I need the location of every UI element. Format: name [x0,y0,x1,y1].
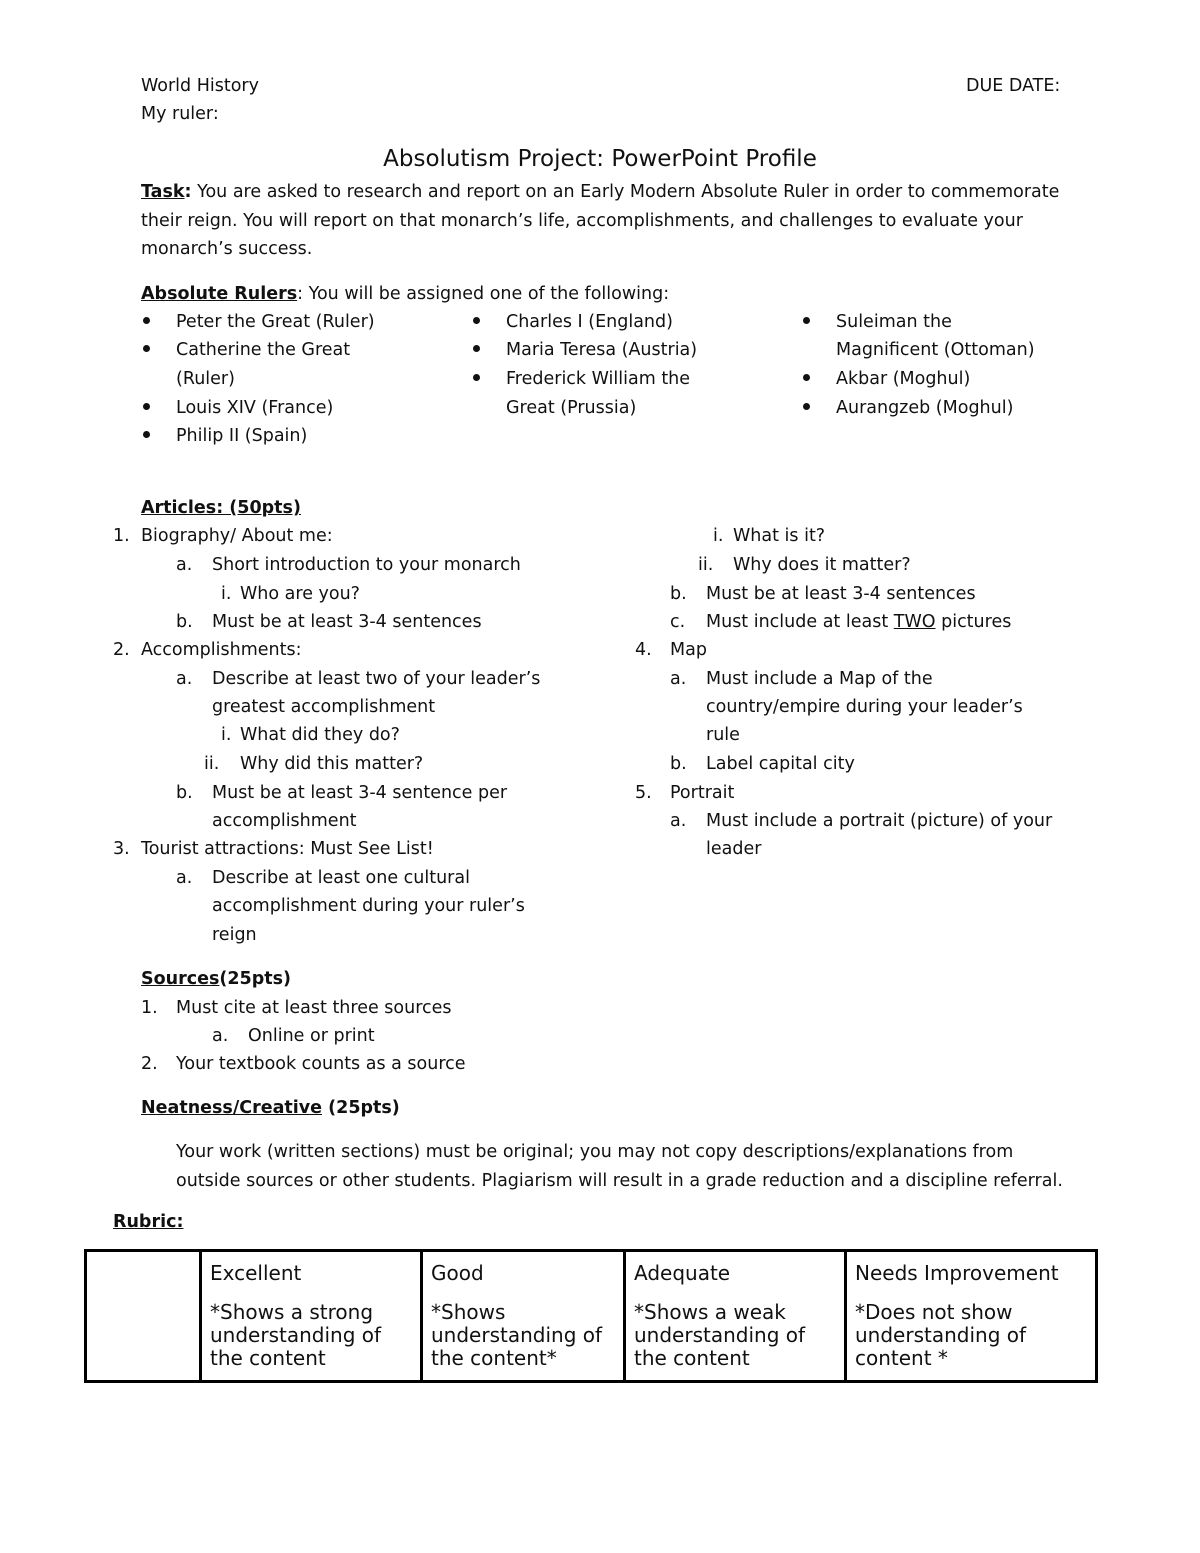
rubric-cell-needs-improvement [846,1251,1097,1382]
bullet-icon [143,317,150,324]
task-paragraph [141,178,1076,264]
ruler-label: My ruler: [141,104,219,124]
ruler-item-continued: Magnificent (Ottoman) [836,340,1035,360]
list-item: Describe at least two of your leader’s [212,669,541,689]
rubric-cell-good [422,1251,625,1382]
due-date-label: DUE DATE: [966,76,1061,96]
list-number: 1. [141,998,158,1018]
list-number: 2. [113,640,130,660]
ruler-item: Aurangzeb (Moghul) [836,398,1014,418]
list-item: Must include a Map of the [706,669,933,689]
neatness-points: (25pts) [322,1098,400,1118]
rubric-desc: *Does not show understanding of content * [855,1300,1027,1370]
sources-points: (25pts) [219,969,292,989]
list-item-text: Must include at least [706,612,894,632]
list-item: Biography/ About me: [141,526,333,546]
list-item: What did they do? [240,725,400,745]
rubric-cell-excellent [201,1251,422,1382]
ruler-item: Akbar (Moghul) [836,369,971,389]
ruler-item: Peter the Great (Ruler) [176,312,375,332]
rubric-head: Excellent [210,1261,302,1285]
rubric-table [84,1249,1098,1383]
articles-heading: Articles: (50pts) [141,498,301,518]
list-number: 3. [113,839,130,859]
list-item: Map [670,640,707,660]
list-item: Why did this matter? [240,754,424,774]
ruler-item: Philip II (Spain) [176,426,308,446]
list-letter: a. [176,555,193,575]
list-item-continued: reign [212,925,257,945]
list-letter: a. [670,811,687,831]
list-roman: ii. [204,754,220,774]
list-letter: b. [176,612,193,632]
ruler-item: Frederick William the [506,369,691,389]
task-label: Task [141,182,185,202]
course-name: World History [141,76,259,96]
rubric-head: Needs Improvement [855,1261,1059,1285]
rubric-head: Adequate [634,1261,731,1285]
list-item: Tourist attractions: Must See List! [141,839,434,859]
bullet-icon [803,374,810,381]
bullet-icon [143,431,150,438]
list-number: 1. [113,526,130,546]
sources-heading [141,965,291,993]
rubric-head: Good [431,1261,484,1285]
list-letter: c. [670,612,686,632]
list-item: Accomplishments: [141,640,302,660]
list-item: Portrait [670,783,735,803]
list-item-continued: accomplishment during your ruler’s [212,896,525,916]
list-item-continued: accomplishment [212,811,357,831]
list-letter: b. [670,754,687,774]
bullet-icon [473,317,480,324]
list-item-continued: country/empire during your leader’s [706,697,1023,717]
rulers-heading [141,280,669,308]
list-item-continued: greatest accomplishment [212,697,436,717]
ruler-item: Catherine the Great [176,340,351,360]
bullet-icon [803,317,810,324]
list-roman: ii. [698,555,714,575]
list-item: Who are you? [240,584,360,604]
list-letter: a. [670,669,687,689]
list-item-continued: rule [706,725,740,745]
list-item: Short introduction to your monarch [212,555,521,575]
page-title: Absolutism Project: PowerPoint Profile [383,146,817,172]
list-roman: i. [221,584,232,604]
list-item: Describe at least one cultural [212,868,470,888]
rubric-desc: *Shows a strong understanding of the content [210,1300,382,1370]
list-item: Must be at least 3-4 sentences [212,612,482,632]
task-colon: : [184,182,192,202]
sources-label: Sources [141,969,220,989]
rubric-desc: *Shows understanding of the content* [431,1300,603,1370]
ruler-item-continued: Great (Prussia) [506,398,637,418]
list-item: Why does it matter? [733,555,911,575]
list-item-continued: leader [706,839,762,859]
rubric-heading: Rubric: [113,1212,184,1232]
neatness-label: Neatness/Creative [141,1098,323,1118]
bullet-icon [473,345,480,352]
list-item: Label capital city [706,754,855,774]
task-text: You are asked to research and report on an Early Modern Absolute Ruler in order to commemorate their reign. You will report on that monarch’s life, accomplishments, and challenges to evaluate your monarch’s success. [141,182,1060,260]
neatness-paragraph: Your work (written sections) must be original; you may not copy descriptions/explanations from outside sources or other students. Plagiarism will result in a grade reduction and a discipline referral. [176,1142,1063,1191]
list-number: 4. [635,640,652,660]
rulers-intro: : You will be assigned one of the following: [297,284,670,304]
rubric-row [86,1251,1097,1382]
list-item: Must cite at least three sources [176,998,452,1018]
emphasis-two: TWO [893,612,936,632]
list-item-text: pictures [935,612,1012,632]
ruler-item: Suleiman the [836,312,952,332]
neatness-heading [141,1094,400,1122]
list-item: What is it? [733,526,826,546]
list-item: Must include a portrait (picture) of your [706,811,1053,831]
ruler-item: Maria Teresa (Austria) [506,340,698,360]
list-roman: i. [221,725,232,745]
list-item: Online or print [248,1026,375,1046]
list-letter: a. [212,1026,229,1046]
rulers-label: Absolute Rulers [141,284,298,304]
bullet-icon [803,403,810,410]
bullet-icon [143,403,150,410]
list-roman: i. [713,526,724,546]
list-number: 2. [141,1054,158,1074]
rubric-cell-adequate [625,1251,846,1382]
ruler-item: Louis XIV (France) [176,398,334,418]
rubric-empty-cell [86,1251,201,1382]
ruler-item: Charles I (England) [506,312,673,332]
bullet-icon [143,345,150,352]
list-letter: a. [176,669,193,689]
bullet-icon [473,374,480,381]
rubric-desc: *Shows a weak understanding of the content [634,1300,806,1370]
list-item: Your textbook counts as a source [176,1054,466,1074]
list-number: 5. [635,783,652,803]
list-item: Must be at least 3-4 sentences [706,584,976,604]
ruler-item-continued: (Ruler) [176,369,235,389]
list-letter: a. [176,868,193,888]
list-letter: b. [176,783,193,803]
list-item [706,608,1011,636]
list-letter: b. [670,584,687,604]
list-item: Must be at least 3-4 sentence per [212,783,508,803]
